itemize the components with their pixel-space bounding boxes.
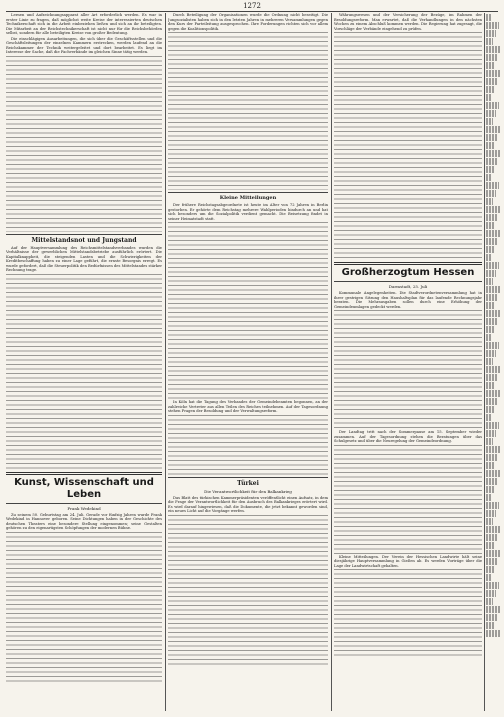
edge-text-line	[486, 182, 499, 189]
article-paragraph: Durch Beteiligung der Organisationen wurde die Ordnung nicht beseitigt. Die Jungsozialisten haben sich in den letzten Jahren in mehreren Versammlungen gegen den Kurs der Parteileitung ausgesprochen. Ihre Forderungen richten sich vor allem gegen die Koalitionspolitik.	[168, 13, 328, 31]
edge-text-line	[486, 334, 492, 341]
edge-text-line	[486, 622, 494, 629]
edge-text-line	[486, 478, 498, 485]
edge-text-line	[486, 110, 496, 117]
top-rule	[6, 11, 498, 12]
edge-text-line	[486, 502, 499, 509]
text-block	[6, 56, 162, 232]
text-block	[168, 515, 328, 665]
edge-text-line	[486, 454, 497, 461]
article-paragraph: Währungswesen und der Versicherung der Bezüge, im Rahmen der Besoldungsreform. Man erwartet, daß die Verhandlungen in den nächsten Wochen zu einem Abschluß kommen werden. Die Regierung hat zugesagt, die Vorschläge der Verbände eingehend zu prüfen.	[334, 13, 482, 31]
edge-text-line	[486, 606, 500, 613]
text-block	[168, 222, 328, 400]
section-heading: Kleine Mitteilungen	[219, 195, 277, 201]
article-paragraph: Das Blatt des türkischen Kammerpräsidenten veröffentlicht einen Aufsatz, in dem die Frage der Verantwortlichkeit für den Ausbruch des Balkankrieges erörtert wird. Es wird darauf hingewiesen, daß die Dokumente, die jetzt bekannt geworden sind, ein neues Licht auf die Vorgänge werfen.	[168, 495, 328, 513]
edge-text-line	[486, 406, 495, 413]
edge-text-line	[486, 238, 498, 245]
divider	[6, 503, 162, 504]
text-block	[334, 445, 482, 555]
edge-text-line	[486, 22, 499, 29]
edge-text-line	[486, 510, 496, 517]
edge-text-line	[486, 518, 493, 525]
divider	[6, 234, 162, 235]
article-paragraph: Kleine Mitteilungen. Der Verein der Hessischen Landwirte hält seine diesjährige Hauptversammlung in Gießen ab. Es werden Vorträge über die Lage der Landwirtschaft gehalten.	[334, 554, 482, 568]
adjacent-page-edge	[486, 13, 502, 711]
edge-text-line	[486, 446, 500, 453]
edge-text-line	[486, 134, 497, 141]
text-block	[334, 310, 482, 430]
column-divider	[331, 13, 332, 711]
section-heading: Türkei	[237, 479, 259, 487]
article-paragraph: Auf der Hauptversammlung des Reichsmittelstandsverbandes wurden die Verhältnisse der gewerblichen Mittelstandsbetriebe ausführlich erörtert. Die Kapitalknappheit, die steigenden Lasten und die Schwierigkeiten der Kreditbeschaffung haben zu einer Lage geführt, die ernste Besorgnis erregt. Es wurde gefordert, daß die Steuerpolitik den Bedürfnissen des Mittelstandes stärker Rechnung trage.	[6, 245, 162, 272]
edge-text-line	[486, 542, 494, 549]
edge-text-line	[486, 222, 494, 229]
column-divider	[484, 13, 485, 711]
edge-text-line	[486, 582, 499, 589]
divider	[334, 281, 482, 282]
text-block	[168, 32, 328, 190]
edge-text-line	[486, 166, 495, 173]
edge-text-line	[486, 230, 501, 237]
edge-text-line	[486, 62, 494, 69]
edge-text-line	[486, 558, 498, 565]
edge-text-line	[486, 150, 501, 157]
dateline: Darmstadt, 25. Juli	[388, 284, 428, 289]
column-right	[334, 13, 482, 711]
text-block	[168, 415, 328, 475]
feuilleton-heading: Kunst, Wissenschaft und Leben	[14, 476, 154, 500]
article-paragraph: In Köln hat die Tagung des Verbandes der Gemeindebeamten begonnen, an der zahlreiche Vertreter aus allen Teilen des Reiches teilnehmen. Auf der Tagesordnung stehen Fragen der Besoldung und der Verwaltungsreform.	[168, 400, 328, 413]
page-number: 1272	[243, 2, 261, 10]
text-block	[334, 569, 482, 659]
edge-text-line	[486, 574, 492, 581]
article-paragraph: Kommunale Angelegenheiten. Die Stadtverordnetenversammlung hat in ihrer gestrigen Sitzung den Haushaltsplan für das laufende Rechnungsjahr beraten. Die Mehrausgaben sollen durch eine Erhöhung der Gemeindeumlagen gedeckt werden.	[334, 291, 482, 309]
edge-text-line	[486, 422, 499, 429]
article-paragraph: Die einschlägigen Ausarbeitungen, die sich über die Geschäftsstellen und die Geschäftsleitungen der einzelnen Kammern erstrecken, werden laufend an die Reichskammer der Technik weitergeleitet und dort bearbeitet. Es liegt im Interesse der Sache, daß die Fachverbände im gleichen Sinne tätig werden.	[6, 36, 162, 54]
edge-text-line	[486, 614, 497, 621]
edge-text-line	[486, 190, 496, 197]
edge-text-line	[486, 38, 493, 45]
edge-text-line	[486, 14, 492, 21]
edge-text-line	[486, 494, 492, 501]
edge-text-line	[486, 438, 493, 445]
edge-text-line	[486, 30, 496, 37]
edge-text-line	[486, 94, 492, 101]
column-left	[6, 13, 162, 711]
edge-text-line	[486, 630, 501, 637]
edge-text-line	[486, 286, 500, 293]
edge-text-line	[486, 70, 501, 77]
section-heading: Mittelstandsnot und Jungstand	[31, 236, 137, 244]
edge-text-line	[486, 310, 501, 317]
article-paragraph: Der frühere Reichstagsabgeordnete ist heute im Alter von 72 Jahren in Berlin gestorben. Er gehörte dem Reichstag mehrere Wahlperioden hindurch an und hat sich besonders um die Sozialpolitik verdient gemacht. Die Beisetzung findet in seiner Heimatstadt statt.	[168, 203, 328, 221]
edge-text-line	[486, 390, 501, 397]
edge-text-line	[486, 358, 493, 365]
edge-text-line	[486, 78, 498, 85]
edge-text-line	[486, 174, 492, 181]
edge-text-line	[486, 254, 492, 261]
text-block	[6, 532, 162, 682]
edge-text-line	[486, 158, 498, 165]
column-middle	[168, 13, 328, 711]
divider	[168, 477, 328, 478]
edge-text-line	[486, 382, 494, 389]
edge-text-line	[486, 214, 497, 221]
edge-text-line	[486, 270, 496, 277]
edge-text-line	[486, 366, 500, 373]
edge-text-line	[486, 294, 497, 301]
edge-text-line	[486, 118, 493, 125]
text-block	[6, 274, 162, 470]
edge-text-line	[486, 246, 495, 253]
divider	[6, 472, 162, 475]
edge-text-line	[486, 54, 497, 61]
edge-text-line	[486, 598, 493, 605]
article-subtitle: Frank Wedekind	[67, 505, 101, 511]
edge-text-line	[486, 262, 499, 269]
edge-text-line	[486, 198, 493, 205]
edge-text-line	[486, 326, 495, 333]
edge-text-line	[486, 206, 500, 213]
edge-text-line	[486, 398, 498, 405]
edge-text-line	[486, 470, 501, 477]
edge-text-line	[486, 462, 494, 469]
edge-text-line	[486, 414, 492, 421]
edge-text-line	[486, 430, 496, 437]
column-divider	[165, 13, 166, 711]
article-paragraph: Zu seinem 50. Geburtstag am 24. Juli. Gerade vor fünfzig Jahren wurde Frank Wedekind in Hannover geboren. Seine Dichtungen haben in der Geschichte des deutschen Theaters eine besondere Stellung eingenommen; seine Gestalten gehören zu den eigenartigsten Schöpfungen der modernen Bühne.	[6, 512, 162, 530]
edge-text-line	[486, 102, 499, 109]
edge-text-line	[486, 486, 495, 493]
edge-text-line	[486, 550, 501, 557]
divider	[168, 192, 328, 193]
edge-text-line	[486, 318, 498, 325]
edge-text-line	[486, 534, 497, 541]
edge-text-line	[486, 46, 500, 53]
divider	[334, 262, 482, 265]
article-subtitle: Die Verantwortlichkeit für den Balkankrieg	[204, 488, 292, 494]
edge-text-line	[486, 526, 500, 533]
edge-text-line	[486, 374, 497, 381]
article-paragraph: Der Landtag tritt nach der Sommerpause am 15. September wieder zusammen. Auf der Tagesordnung stehen die Beratungen über das Schulgesetz und über die Neuregelung der Gemeindeordnung.	[334, 430, 482, 443]
text-block	[334, 32, 482, 260]
edge-text-line	[486, 302, 494, 309]
edge-text-line	[486, 342, 499, 349]
edge-text-line	[486, 566, 495, 573]
edge-text-line	[486, 126, 500, 133]
edge-text-line	[486, 278, 493, 285]
edge-text-line	[486, 86, 495, 93]
edge-text-line	[486, 142, 494, 149]
edge-text-line	[486, 590, 496, 597]
article-paragraph: Lernen und Aufzeichnungsapparat aller Art erforderlich werden. Es war in erster Linie zu fragen, daß möglichst weite Kreise der interessierten deutschen Technikerschaft sich in die Arbeit einbeziehen ließen und sich an ihr beteiligten. Die Mitarbeit an der Reichstechnikerschaft ist nicht nur für die Reichsbehörden selbst, sondern für alle beteiligten Kreise von großer Bedeutung.	[6, 13, 162, 35]
section-heading: Großherzogtum Hessen	[341, 267, 475, 278]
edge-text-line	[486, 350, 496, 357]
